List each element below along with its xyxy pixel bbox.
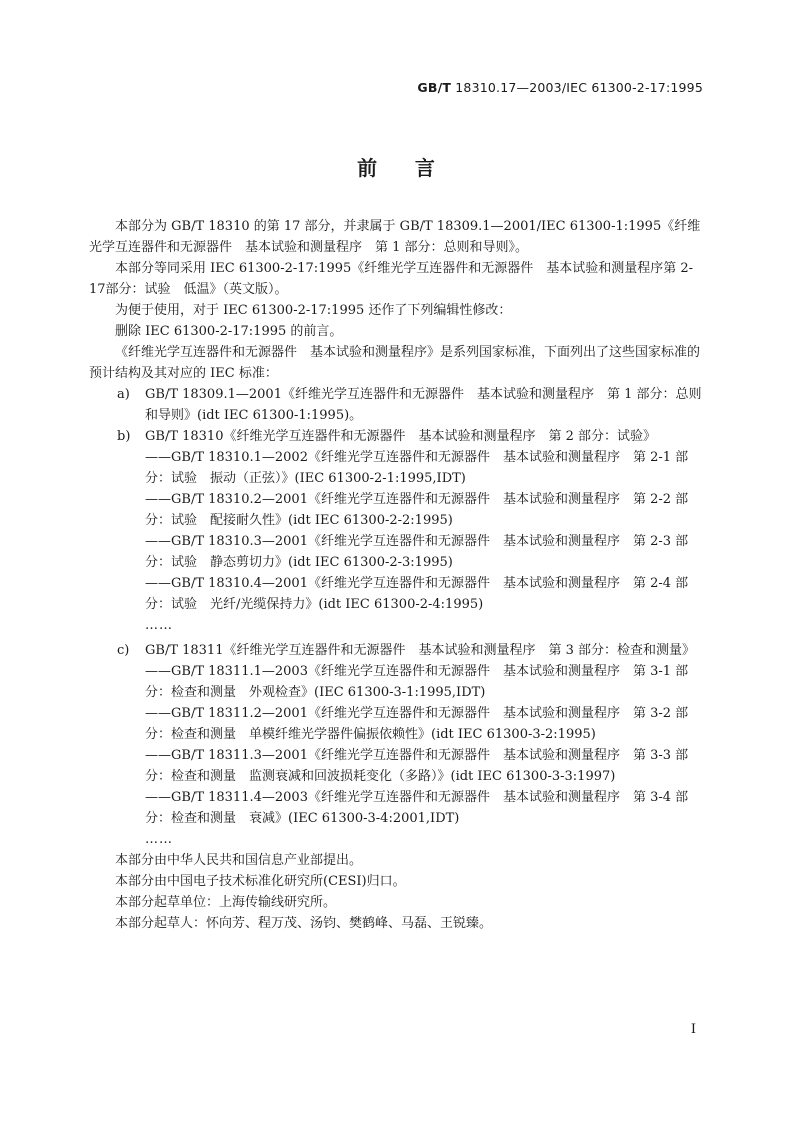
list-item-text: GB/T 18309.1—2001《纤维光学互连器件和无源器件 基本试验和测量程序 第 1 部分：总则和导则》(idt IEC 61300-1:1995)。 — [145, 387, 702, 423]
header-code-number: 18310.17—2003/IEC 61300-2-17:1995 — [451, 80, 703, 95]
paragraph-series: 《纤维光学互连器件和无源器件 基本试验和测量程序》是系列国家标准，下面列出了这些国家标准的预计结构及其对应的 IEC 标准： — [89, 345, 701, 381]
paragraph-edits: 为便于使用，对于 IEC 61300-2-17:1995 还作了下列编辑性修改： — [115, 303, 512, 318]
ellipsis: …… — [145, 832, 173, 847]
list-label: a) — [117, 387, 130, 402]
ellipsis: …… — [145, 618, 173, 633]
sub-item: ——GB/T 18310.4—2001《纤维光学互连器件和无源器件 基本试验和测量程序 第 2-4 部分：试验 光纤/光缆保持力》(idt IEC 61300-2-4:1995) — [145, 576, 689, 612]
list-label: b) — [117, 429, 131, 444]
document-header — [417, 80, 703, 95]
sub-item: ——GB/T 18311.4—2003《纤维光学互连器件和无源器件 基本试验和测量程序 第 3-4 部分：检查和测量 衰减》(IEC 61300-3-4:2001,IDT) — [145, 790, 689, 826]
paragraph-administrator: 本部分由中国电子技术标准化研究所(CESI)归口。 — [115, 874, 406, 889]
list-item-b — [89, 426, 704, 447]
sub-item: ——GB/T 18311.2—2001《纤维光学互连器件和无源器件 基本试验和测量程序 第 3-2 部分：检查和测量 单模纤维光学器件偏振依赖性》(idt IEC 61300-3-2:1995) — [145, 706, 689, 742]
paragraph-adoption: 本部分等同采用 IEC 61300-2-17:1995《纤维光学互连器件和无源器件 基本试验和测量程序第 2-17部分：试验 低温》（英文版）。 — [89, 261, 694, 297]
header-code-prefix: GB/T — [417, 80, 452, 95]
list-item-c — [89, 640, 704, 661]
list-label: c) — [117, 643, 130, 658]
sub-item: ——GB/T 18311.3—2001《纤维光学互连器件和无源器件 基本试验和测量程序 第 3-3 部分：检查和测量 监测衰减和回波损耗变化（多路）》(idt IEC 61300-3-3:1997) — [145, 748, 689, 784]
page-title: 前 言 — [357, 156, 437, 180]
paragraph-deletion: 删除 IEC 61300-2-17:1995 的前言。 — [115, 324, 343, 339]
list-item-a — [89, 384, 704, 426]
list-item-text: GB/T 18310《纤维光学互连器件和无源器件 基本试验和测量程序 第 2 部分：试验》 — [145, 429, 657, 444]
paragraph-proposer: 本部分由中华人民共和国信息产业部提出。 — [115, 853, 363, 868]
sub-item: ——GB/T 18310.1—2002《纤维光学互连器件和无源器件 基本试验和测量程序 第 2-1 部分：试验 振动（正弦）》(IEC 61300-2-1:1995,IDT) — [145, 450, 689, 486]
paragraph-drafters: 本部分起草人：怀向芳、程万茂、汤钧、樊鹤峰、马磊、王锐臻。 — [115, 916, 493, 931]
sub-item: ——GB/T 18310.2—2001《纤维光学互连器件和无源器件 基本试验和测量程序 第 2-2 部分：试验 配接耐久性》(idt IEC 61300-2-2:1995) — [145, 492, 689, 528]
sub-item: ——GB/T 18310.3—2001《纤维光学互连器件和无源器件 基本试验和测量程序 第 2-3 部分：试验 静态剪切力》(idt IEC 61300-2-3:1995) — [145, 534, 689, 570]
page-number: I — [690, 1022, 696, 1037]
paragraph-scope: 本部分为 GB/T 18310 的第 17 部分，并隶属于 GB/T 18309.1—2001/IEC 61300-1:1995《纤维光学互连器件和无源器件 基本试验和测量程序 第 1 部分：总则和导则》。 — [89, 219, 701, 255]
sub-item: ——GB/T 18311.1—2003《纤维光学互连器件和无源器件 基本试验和测量程序 第 3-1 部分：检查和测量 外观检查》(IEC 61300-3-1:1995,IDT) — [145, 664, 689, 700]
list-item-text: GB/T 18311《纤维光学互连器件和无源器件 基本试验和测量程序 第 3 部分：检查和测量》 — [145, 643, 696, 658]
paragraph-drafting-unit: 本部分起草单位：上海传输线研究所。 — [115, 895, 337, 910]
document-body — [89, 216, 704, 934]
